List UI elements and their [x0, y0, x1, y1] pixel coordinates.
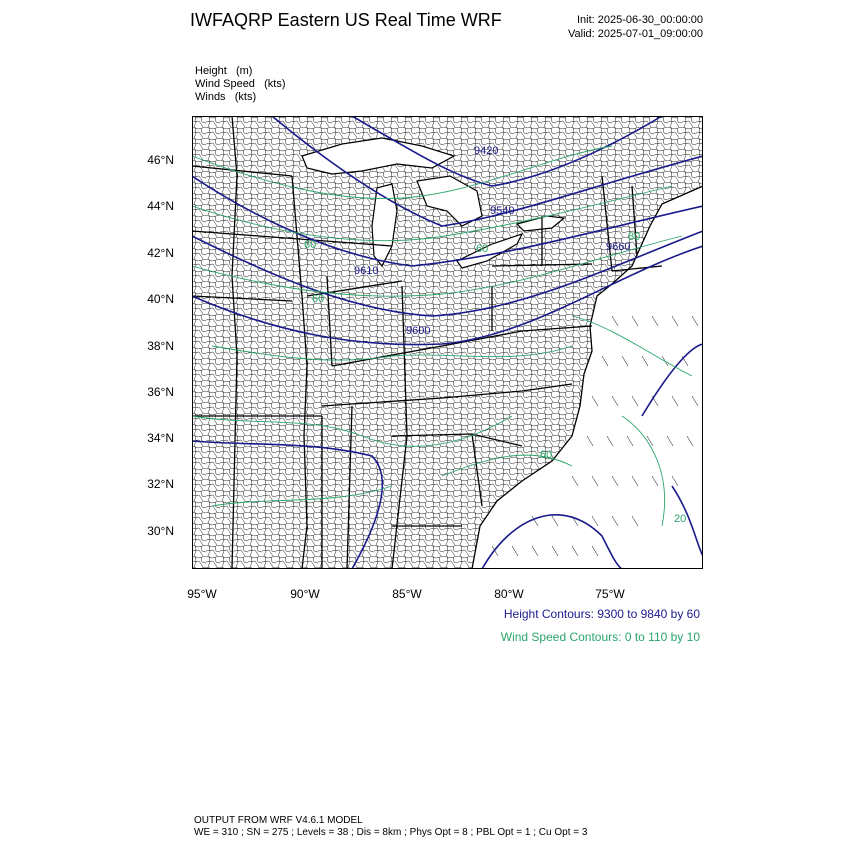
- wind-contour-label: 60: [476, 243, 489, 255]
- init-time: Init: 2025-06-30_00:00:00: [577, 14, 703, 26]
- height-contour-legend: Height Contours: 9300 to 9840 by 60: [503, 607, 700, 621]
- wind-contour-label: 80: [628, 231, 641, 243]
- height-contour-label: 9660: [606, 241, 631, 253]
- height-contour-label: 9600: [406, 325, 431, 337]
- plot-title: IWFAQRP Eastern US Real Time WRF: [190, 10, 502, 30]
- lat-label-38: 38°N: [147, 339, 174, 353]
- lat-label-40: 40°N: [147, 292, 174, 306]
- wind-contour-label: 60: [540, 449, 553, 461]
- lat-label-36: 36°N: [147, 385, 174, 399]
- lat-label-30: 30°N: [147, 524, 174, 538]
- variable-height: Height (m): [195, 65, 253, 77]
- height-contour-label: 9610: [354, 265, 379, 277]
- lon-label-85w: 85°W: [392, 587, 422, 601]
- wind-contour-legend: Wind Speed Contours: 0 to 110 by 10: [500, 630, 700, 644]
- footer-line-2: WE = 310 ; SN = 275 ; Levels = 38 ; Dis = 8km ; Phys Opt = 8 ; PBL Opt = 1 ; Cu Opt = 3: [194, 827, 588, 838]
- valid-time: Valid: 2025-07-01_09:00:00: [568, 28, 703, 40]
- lat-label-32: 32°N: [147, 477, 174, 491]
- wind-contour-label: 20: [674, 513, 687, 525]
- lat-label-42: 42°N: [147, 246, 174, 260]
- lon-label-75w: 75°W: [595, 587, 625, 601]
- variable-list: [195, 65, 286, 104]
- lon-label-95w: 95°W: [187, 587, 217, 601]
- wind-contour-label: 60: [312, 293, 325, 305]
- map-panel: [192, 116, 703, 569]
- height-contour-label: 9540: [490, 205, 515, 217]
- variable-wind-speed: Wind Speed (kts): [195, 78, 286, 90]
- lat-label-46: 46°N: [147, 153, 174, 167]
- variable-winds: Winds (kts): [195, 91, 257, 103]
- model-footer: [194, 815, 587, 839]
- lat-label-34: 34°N: [147, 431, 174, 445]
- map-svg: [192, 116, 703, 569]
- lon-label-90w: 90°W: [290, 587, 320, 601]
- wind-contour-label: 60: [304, 239, 317, 251]
- footer-line-1: OUTPUT FROM WRF V4.6.1 MODEL: [194, 815, 363, 826]
- lat-label-44: 44°N: [147, 199, 174, 213]
- lon-label-80w: 80°W: [494, 587, 524, 601]
- height-contour-label: 9420: [474, 145, 499, 157]
